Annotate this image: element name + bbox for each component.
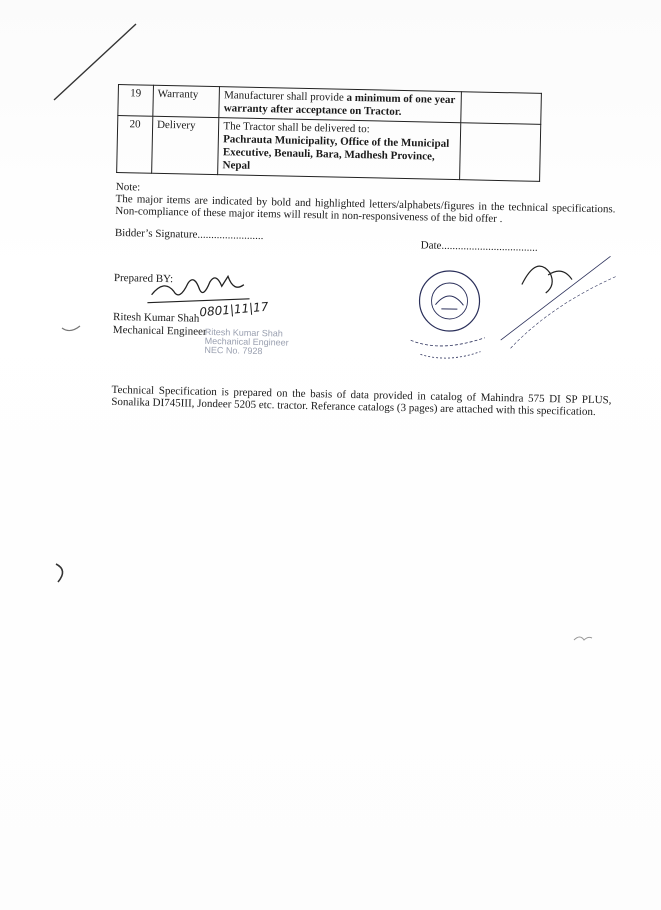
row-item: Warranty (153, 85, 220, 117)
prepared-by-label: Prepared BY: (113, 271, 174, 286)
row-compliance-cell (461, 92, 541, 125)
faint-engineer-stamp (204, 328, 289, 357)
faint-stamp-line: Mechanical Engineer (204, 335, 289, 348)
note-label: Note: (115, 180, 141, 194)
preparer-name: Ritesh Kumar Shah (112, 310, 200, 325)
bidder-signature-label: Bidder’s Signature........................ (114, 226, 264, 243)
faint-stamp-line: NEC No. 7928 (204, 344, 263, 357)
row-requirement (218, 118, 461, 180)
row-compliance-cell (460, 123, 541, 182)
specification-table (116, 84, 542, 182)
row-requirement (219, 87, 462, 123)
municipal-seal (400, 256, 502, 368)
table-row (117, 116, 541, 182)
preparer-title: Mechanical Engineer (112, 323, 207, 338)
punch-hole-mark-lower (48, 560, 72, 590)
note-text: The major items are indicated by bold and highlighted letters/alphabets/figures in the technical specifications. Non-compliance of these major items will result in non-responsiveness of the bid offer . (115, 192, 616, 226)
row-number: 20 (117, 116, 153, 174)
punch-hole-mark (58, 318, 84, 340)
document-body (111, 84, 620, 419)
requirement-bold-text: Pachrauta Municipality, Office of the Municipal Executive, Benauli, Bara, Madhesh Province, Nepal (222, 133, 450, 172)
requirement-text: Manufacturer shall provide (223, 89, 347, 104)
faint-stamp-line: Ritesh Kumar Shah (204, 326, 283, 339)
handwritten-date: 0801|11|17 (198, 299, 269, 320)
requirement-text: The Tractor shall be delivered to: (223, 120, 370, 136)
technical-specification-statement: Technical Specification is prepared on the basis of data provided in catalog of Mahindra 575 DI SP PLUS, Sonalika DI745III, Jondeer 5205 etc. tractor. Referance catalogs (3 pages) are attached with this specification. (111, 383, 612, 419)
date-label: Date................................... (420, 239, 538, 254)
pencil-mark (572, 632, 594, 644)
officer-stamp (490, 244, 622, 357)
note-section (115, 181, 616, 227)
row-item: Delivery (152, 116, 220, 174)
requirement-bold-text: a minimum of one year warranty after acceptance on Tractor. (223, 91, 456, 118)
row-number: 19 (118, 85, 154, 117)
